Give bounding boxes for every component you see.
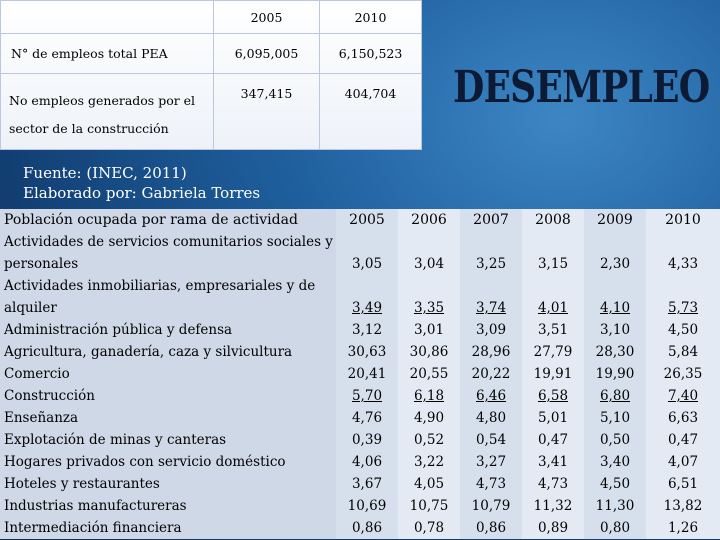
cell-value: 4,50 [584, 473, 646, 495]
table-row [0, 275, 720, 319]
table-row [0, 385, 720, 407]
cell-value: 20,41 [336, 363, 398, 385]
table-row [0, 473, 720, 495]
cell-value: 4,01 [522, 275, 584, 319]
sector-label: Explotación de minas y canteras [0, 429, 336, 451]
cell-value: 4,33 [646, 231, 720, 275]
cell-value: 3,09 [460, 319, 522, 341]
year-header: 2010 [646, 209, 720, 231]
cell-value: 6,46 [460, 385, 522, 407]
cell-value: 4,80 [460, 407, 522, 429]
cell-value: 0,80 [584, 517, 646, 539]
year-header: 2007 [460, 209, 522, 231]
cell-value: 6,63 [646, 407, 720, 429]
source-note [23, 163, 260, 203]
table-row [0, 407, 720, 429]
cell-value: 3,04 [398, 231, 460, 275]
cell-value: 20,55 [398, 363, 460, 385]
cell-value: 4,73 [522, 473, 584, 495]
cell-value: 27,79 [522, 341, 584, 363]
cell-value: 4,10 [584, 275, 646, 319]
cell-value: 0,50 [584, 429, 646, 451]
year-header: 2006 [398, 209, 460, 231]
cell-value: 347,415 [214, 74, 320, 150]
cell-value: 0,47 [522, 429, 584, 451]
cell-value: 3,67 [336, 473, 398, 495]
cell-value: 30,86 [398, 341, 460, 363]
cell-value: 6,095,005 [214, 34, 320, 74]
cell-value: 3,49 [336, 275, 398, 319]
cell-value: 3,05 [336, 231, 398, 275]
table-row [0, 363, 720, 385]
cell-value: 0,86 [336, 517, 398, 539]
cell-value: 2,30 [584, 231, 646, 275]
cell-value: 4,06 [336, 451, 398, 473]
cell-value: 3,40 [584, 451, 646, 473]
cell-value: 3,25 [460, 231, 522, 275]
sector-label: Enseñanza [0, 407, 336, 429]
cell-value: 404,704 [320, 74, 422, 150]
cell-value: 3,22 [398, 451, 460, 473]
sector-label: Comercio [0, 363, 336, 385]
cell-value: 10,69 [336, 495, 398, 517]
cell-value: 30,63 [336, 341, 398, 363]
cell-value: 6,18 [398, 385, 460, 407]
cell-value: 0,39 [336, 429, 398, 451]
cell-value: 5,01 [522, 407, 584, 429]
cell-value: 4,76 [336, 407, 398, 429]
sector-label: Hoteles y restaurantes [0, 473, 336, 495]
header-label: Población ocupada por rama de actividad [0, 209, 336, 231]
cell-value: 3,27 [460, 451, 522, 473]
cell-value: 0,78 [398, 517, 460, 539]
table-row [0, 429, 720, 451]
year-header: 2005 [336, 209, 398, 231]
table-row [0, 341, 720, 363]
year-header: 2009 [584, 209, 646, 231]
sector-label: Industrias manufactureras [0, 495, 336, 517]
cell-value: 13,82 [646, 495, 720, 517]
year-header: 2010 [320, 1, 422, 34]
cell-value: 3,10 [584, 319, 646, 341]
cell-value: 19,90 [584, 363, 646, 385]
cell-value: 5,84 [646, 341, 720, 363]
cell-value: 3,15 [522, 231, 584, 275]
employment-summary-table [0, 0, 422, 150]
cell-value: 6,80 [584, 385, 646, 407]
year-header: 2008 [522, 209, 584, 231]
cell-value: 28,96 [460, 341, 522, 363]
row-label: N° de empleos total PEA [1, 34, 214, 74]
cell-value: 0,86 [460, 517, 522, 539]
cell-value: 5,10 [584, 407, 646, 429]
page-title: DESEMPLEO [453, 62, 710, 113]
cell-value: 3,01 [398, 319, 460, 341]
table-row [0, 319, 720, 341]
row-label: No empleos generados por el sector de la construcción [1, 74, 214, 150]
cell-value: 3,74 [460, 275, 522, 319]
table-row [0, 451, 720, 473]
cell-value: 10,75 [398, 495, 460, 517]
sector-label: Actividades inmobiliarias, empresariales y de alquiler [0, 275, 336, 319]
cell-value: 6,58 [522, 385, 584, 407]
cell-value: 26,35 [646, 363, 720, 385]
employment-by-sector-table [0, 209, 720, 539]
cell-value: 4,05 [398, 473, 460, 495]
cell-value: 6,51 [646, 473, 720, 495]
cell-value: 10,79 [460, 495, 522, 517]
table-row [0, 231, 720, 275]
source-line: Fuente: (INEC, 2011) [23, 164, 187, 182]
corner-cell [1, 1, 214, 34]
cell-value: 3,12 [336, 319, 398, 341]
year-header: 2005 [214, 1, 320, 34]
sector-label: Actividades de servicios comunitarios sociales y personales [0, 231, 336, 275]
sector-label: Agricultura, ganadería, caza y silvicultura [0, 341, 336, 363]
table-row [0, 517, 720, 539]
cell-value: 11,32 [522, 495, 584, 517]
cell-value: 3,35 [398, 275, 460, 319]
cell-value: 19,91 [522, 363, 584, 385]
cell-value: 7,40 [646, 385, 720, 407]
cell-value: 4,90 [398, 407, 460, 429]
cell-value: 5,73 [646, 275, 720, 319]
cell-value: 28,30 [584, 341, 646, 363]
cell-value: 4,07 [646, 451, 720, 473]
cell-value: 1,26 [646, 517, 720, 539]
cell-value: 11,30 [584, 495, 646, 517]
sector-label: Administración pública y defensa [0, 319, 336, 341]
table-header-row [0, 209, 720, 231]
cell-value: 0,89 [522, 517, 584, 539]
sector-label: Construcción [0, 385, 336, 407]
cell-value: 0,54 [460, 429, 522, 451]
sector-label: Hogares privados con servicio doméstico [0, 451, 336, 473]
cell-value: 6,150,523 [320, 34, 422, 74]
cell-value: 0,52 [398, 429, 460, 451]
cell-value: 5,70 [336, 385, 398, 407]
cell-value: 4,73 [460, 473, 522, 495]
sector-label: Intermediación financiera [0, 517, 336, 539]
cell-value: 3,41 [522, 451, 584, 473]
cell-value: 3,51 [522, 319, 584, 341]
author-line: Elaborado por: Gabriela Torres [23, 184, 261, 202]
cell-value: 4,50 [646, 319, 720, 341]
table-row [0, 495, 720, 517]
cell-value: 0,47 [646, 429, 720, 451]
cell-value: 20,22 [460, 363, 522, 385]
